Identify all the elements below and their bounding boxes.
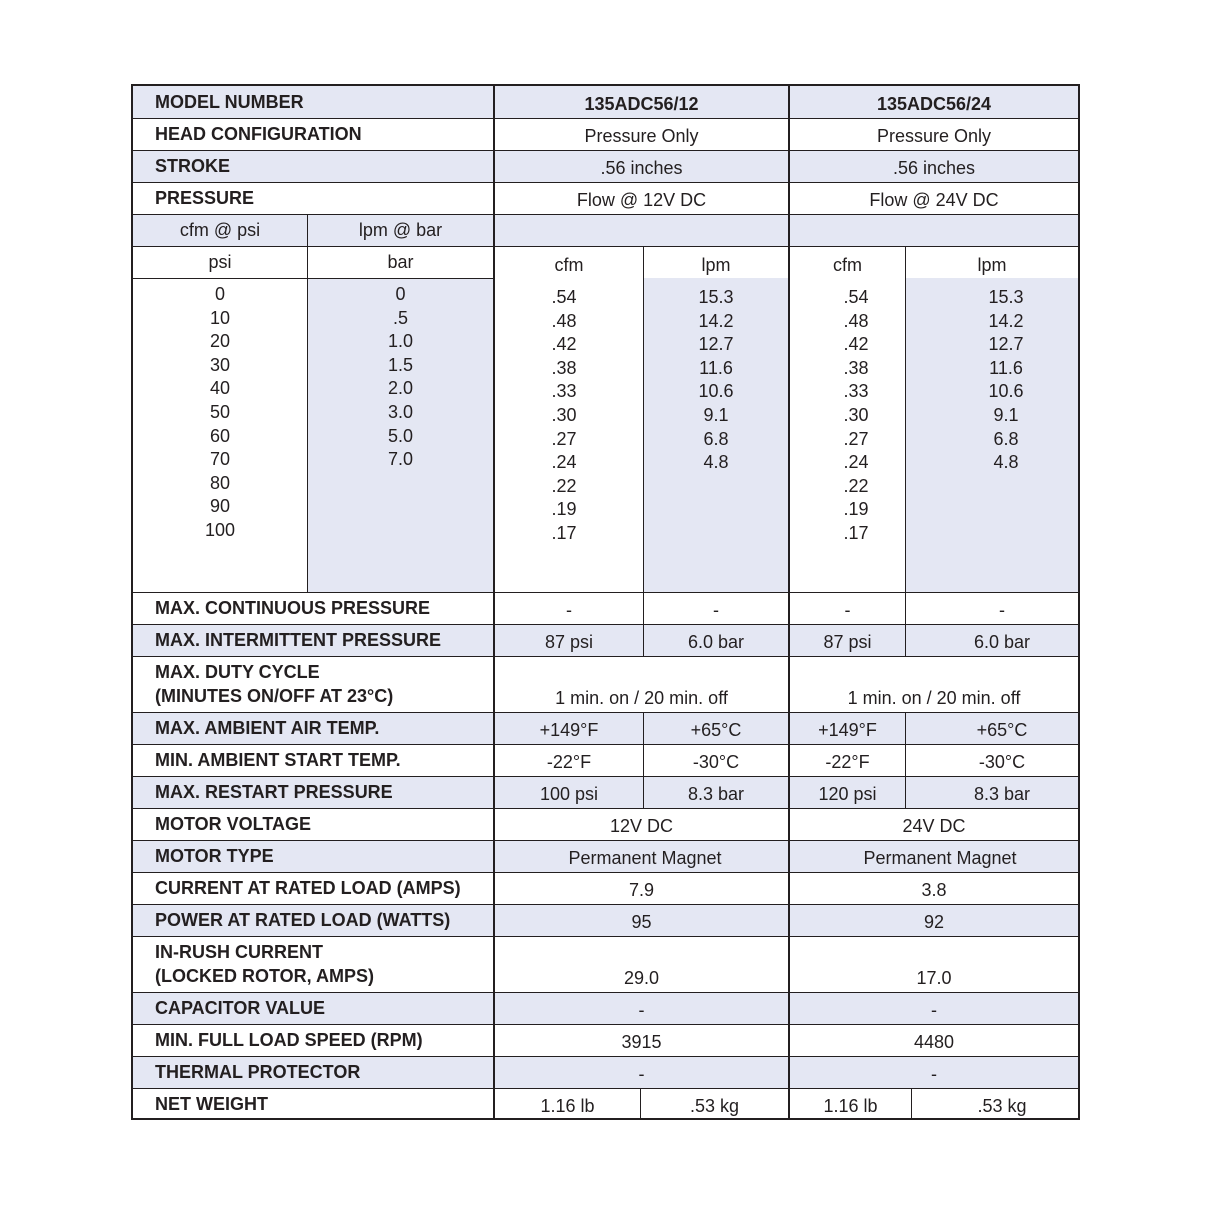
duty-cycle-label-2: (MINUTES ON/OFF AT 23°C) (155, 686, 394, 706)
psi-value: 40 (209, 378, 231, 399)
a-cfm-value: .24 (551, 452, 577, 473)
bar-value: 2.0 (387, 378, 414, 399)
stroke-a: .56 inches (600, 158, 683, 178)
a-cfm-value: .19 (551, 499, 577, 520)
max-restart-b1: 120 psi (818, 784, 877, 804)
stroke-label: STROKE (155, 156, 231, 176)
b-cfm-value: .24 (843, 452, 869, 473)
power-label: POWER AT RATED LOAD (WATTS) (155, 910, 451, 930)
psi-value: 30 (209, 354, 231, 375)
a-cfm-value: .54 (551, 287, 577, 307)
a-lpm-value: 9.1 (703, 404, 729, 425)
min-ambient-a2: -30°C (692, 752, 740, 772)
duty-cycle-a: 1 min. on / 20 min. off (555, 688, 728, 708)
max-ambient-a2: +65°C (690, 720, 742, 740)
thermal-label: THERMAL PROTECTOR (155, 1062, 361, 1082)
max-intermittent-label: MAX. INTERMITTENT PRESSURE (155, 630, 442, 650)
power-b: 92 (923, 912, 945, 932)
b-cfm-value: .48 (843, 310, 869, 331)
max-intermittent-a1: 87 psi (544, 632, 594, 652)
a-lpm-value: 10.6 (698, 381, 734, 402)
weight-label: NET WEIGHT (155, 1094, 268, 1114)
psi-value: 60 (209, 425, 231, 446)
a-lpm-column (644, 286, 788, 475)
thermal-a: - (638, 1064, 645, 1084)
min-ambient-b1: -22°F (825, 752, 870, 772)
b-cfm-value: .42 (843, 334, 869, 355)
a-lpm-value: 14.2 (698, 310, 734, 331)
min-ambient-label: MIN. AMBIENT START TEMP. (155, 750, 401, 770)
duty-cycle-b: 1 min. on / 20 min. off (847, 688, 1021, 708)
power-a: 95 (631, 912, 652, 932)
a-lpm-value: 11.6 (699, 357, 733, 378)
a-lpm-value: 6.8 (703, 428, 729, 449)
inrush-b: 17.0 (916, 968, 952, 988)
b-cfm-value: .27 (843, 428, 869, 449)
b-lpm-value: 12.7 (988, 334, 1024, 355)
units-bar: bar (387, 252, 414, 272)
max-ambient-b2: +65°C (976, 720, 1028, 740)
max-continuous-a1: - (566, 600, 572, 620)
thermal-b: - (931, 1064, 937, 1084)
a-cfm-value: .48 (551, 310, 577, 331)
b-lpm-value: 4.8 (993, 452, 1019, 473)
inrush-label-1: IN-RUSH CURRENT (155, 942, 323, 962)
psi-value: 0 (214, 284, 225, 304)
bar-value: 1.5 (387, 354, 414, 375)
units-a-lpm: lpm (701, 255, 731, 275)
max-ambient-label: MAX. AMBIENT AIR TEMP. (155, 718, 380, 738)
weight-b1: 1.16 lb (823, 1096, 878, 1116)
model-b-title: 135ADC56/24 (876, 94, 992, 114)
max-restart-b2: 8.3 bar (973, 784, 1031, 804)
current-b: 3.8 (921, 880, 947, 900)
psi-value: 80 (209, 472, 231, 493)
current-a: 7.9 (628, 880, 655, 900)
b-lpm-value: 14.2 (988, 310, 1024, 331)
b-lpm-value: 15.3 (988, 287, 1024, 307)
capacitor-b: - (931, 1000, 937, 1020)
max-restart-a2: 8.3 bar (687, 784, 745, 804)
motor-voltage-a: 12V DC (609, 816, 674, 836)
weight-a1: 1.16 lb (540, 1096, 595, 1116)
max-intermittent-a2: 6.0 bar (687, 632, 745, 652)
bar-value: 1.0 (387, 331, 414, 352)
inrush-a: 29.0 (623, 968, 660, 988)
psi-value: 90 (209, 496, 231, 517)
max-restart-a1: 100 psi (539, 784, 599, 804)
a-cfm-column (495, 286, 633, 546)
b-cfm-value: .17 (843, 522, 869, 543)
min-ambient-a1: -22°F (546, 752, 592, 772)
psi-value: 50 (209, 401, 231, 422)
max-restart-label: MAX. RESTART PRESSURE (155, 782, 393, 802)
b-cfm-value: .38 (843, 357, 869, 378)
weight-b2: .53 kg (977, 1096, 1027, 1116)
min-ambient-b2: -30°C (978, 752, 1026, 772)
motor-voltage-b: 24V DC (902, 816, 966, 836)
model-number-label: MODEL NUMBER (155, 92, 304, 112)
weight-a2: .53 kg (689, 1096, 740, 1116)
b-cfm-value: .30 (843, 404, 869, 425)
head-config-b: Pressure Only (876, 126, 992, 146)
a-cfm-value: .42 (551, 334, 577, 355)
bar-value: 3.0 (387, 401, 414, 422)
max-continuous-b1: - (844, 600, 851, 620)
max-continuous-b2: - (999, 600, 1005, 620)
a-cfm-value: .38 (551, 357, 577, 378)
b-cfm-value: .22 (843, 475, 869, 496)
pressure-label: PRESSURE (155, 188, 255, 208)
b-cfm-value: .33 (843, 381, 869, 402)
a-cfm-value: .27 (551, 428, 577, 449)
max-continuous-label: MAX. CONTINUOUS PRESSURE (155, 598, 431, 618)
duty-cycle-label-1: MAX. DUTY CYCLE (155, 662, 320, 682)
current-label: CURRENT AT RATED LOAD (AMPS) (155, 878, 461, 898)
inrush-label-2: (LOCKED ROTOR, AMPS) (155, 966, 374, 986)
units-a-cfm: cfm (554, 255, 584, 275)
units-psi: psi (208, 252, 232, 272)
bar-value: .5 (392, 307, 408, 328)
psi-column (133, 283, 307, 543)
speed-label: MIN. FULL LOAD SPEED (RPM) (155, 1030, 423, 1050)
spec-table (131, 84, 1080, 1120)
b-lpm-value: 6.8 (993, 428, 1019, 449)
motor-type-label: MOTOR TYPE (155, 846, 274, 866)
bar-column (308, 283, 493, 472)
max-ambient-b1: +149°F (818, 720, 877, 740)
motor-type-b: Permanent Magnet (863, 848, 1017, 868)
units-b-lpm: lpm (977, 255, 1007, 275)
b-cfm-column (790, 286, 922, 546)
b-cfm-value: .54 (843, 287, 869, 307)
pressure-b: Flow @ 24V DC (869, 190, 999, 210)
max-intermittent-b2: 6.0 bar (973, 632, 1031, 652)
a-cfm-value: .33 (551, 381, 577, 402)
speed-a: 3915 (621, 1032, 662, 1052)
head-configuration-label: HEAD CONFIGURATION (155, 124, 362, 144)
max-continuous-a2: - (713, 600, 719, 620)
motor-voltage-label: MOTOR VOLTAGE (155, 814, 311, 834)
b-cfm-value: .19 (843, 499, 869, 520)
a-cfm-value: .17 (551, 522, 577, 543)
max-ambient-a1: +149°F (539, 720, 599, 740)
units-cfm-psi: cfm @ psi (179, 220, 261, 240)
bar-value: 5.0 (387, 425, 414, 446)
pressure-a: Flow @ 12V DC (576, 190, 707, 210)
b-lpm-value: 10.6 (988, 381, 1024, 402)
a-lpm-value: 4.8 (703, 452, 729, 473)
psi-value: 10 (209, 307, 231, 328)
speed-b: 4480 (913, 1032, 955, 1052)
a-lpm-value: 12.7 (698, 334, 734, 355)
psi-value: 20 (209, 331, 231, 352)
motor-type-a: Permanent Magnet (568, 848, 722, 868)
head-config-a: Pressure Only (584, 126, 699, 146)
a-cfm-value: .30 (551, 404, 577, 425)
model-a-title: 135ADC56/12 (584, 94, 699, 114)
b-lpm-value: 11.6 (989, 357, 1023, 378)
stroke-b: .56 inches (892, 158, 976, 178)
psi-value: 100 (204, 519, 236, 540)
capacitor-a: - (638, 1000, 645, 1020)
bar-value: 7.0 (387, 449, 414, 470)
bar-value: 0 (395, 284, 406, 304)
a-cfm-value: .22 (551, 475, 577, 496)
max-intermittent-b1: 87 psi (823, 632, 872, 652)
capacitor-label: CAPACITOR VALUE (155, 998, 326, 1018)
a-lpm-value: 15.3 (698, 287, 734, 307)
b-lpm-column (906, 286, 1106, 475)
b-lpm-value: 9.1 (993, 404, 1019, 425)
psi-value: 70 (209, 449, 231, 470)
units-lpm-bar: lpm @ bar (358, 220, 443, 240)
units-b-cfm: cfm (833, 255, 862, 275)
